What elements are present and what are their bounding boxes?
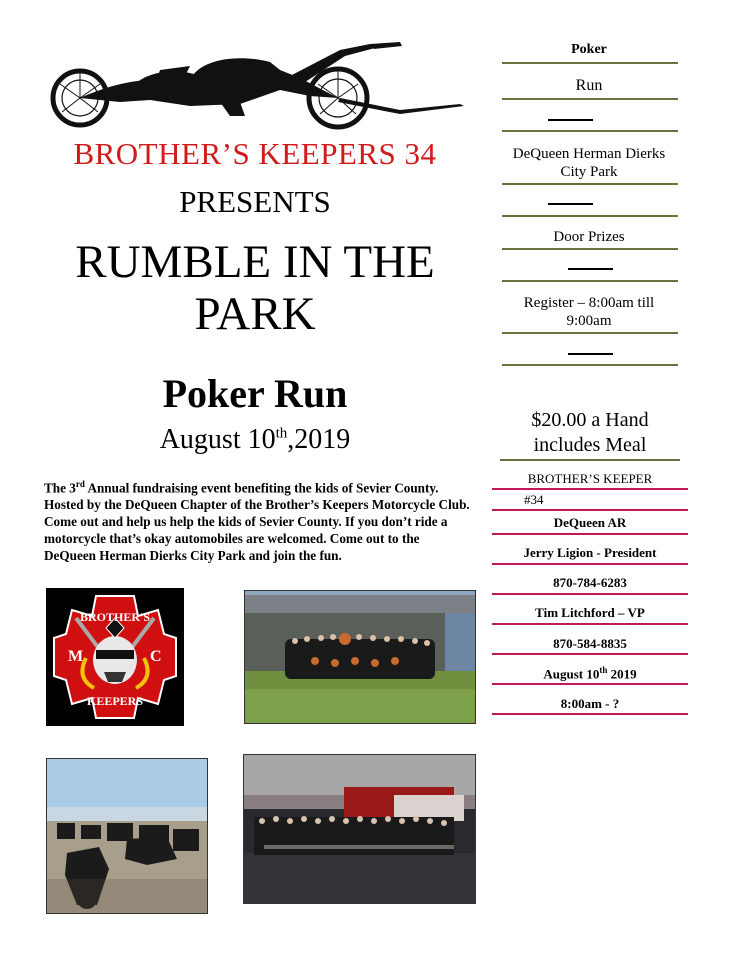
divider	[502, 215, 678, 217]
divider	[500, 459, 680, 461]
motorcycles-photo-icon	[47, 759, 208, 914]
logo-bottom-text: KEEPERS	[86, 694, 143, 708]
contact-date-year: 2019	[607, 666, 637, 682]
sidebar-door-prizes: Door Prizes	[553, 229, 625, 245]
divider	[492, 653, 688, 655]
night-group-photo	[243, 754, 476, 904]
sidebar-poker: Poker	[571, 42, 607, 57]
contact-date	[492, 665, 688, 682]
divider	[502, 364, 678, 366]
divider	[502, 98, 678, 100]
divider	[492, 509, 688, 511]
event-date	[40, 424, 470, 456]
presents-heading: PRESENTS	[179, 184, 331, 219]
divider	[492, 488, 688, 490]
contact-date-day: August 10	[543, 666, 600, 682]
logo-top-text: BROTHER'S	[79, 610, 151, 624]
sidebar-run: Run	[575, 77, 603, 94]
logo-right-letter: C	[150, 648, 162, 665]
contact-vp: Tim Litchford – VP	[535, 605, 645, 620]
divider	[502, 62, 678, 64]
dash	[568, 268, 613, 270]
event-date-year: ,2019	[287, 424, 351, 455]
event-description	[44, 476, 474, 564]
group-pavilion-photo	[244, 590, 476, 724]
event-date-ordinal: th	[275, 425, 288, 442]
contact-date-ordinal: th	[599, 665, 608, 675]
divider	[492, 623, 688, 625]
contact-club-name: BROTHER’S KEEPER	[527, 471, 653, 486]
logo-left-letter: M	[68, 648, 84, 665]
motorcycle-graphic	[40, 40, 470, 130]
description-start: The 3	[44, 480, 76, 496]
dash	[548, 203, 593, 205]
contact-club-number: #34	[524, 492, 544, 507]
divider	[492, 593, 688, 595]
divider	[502, 130, 678, 132]
club-logo-photo	[46, 588, 184, 726]
contact-president: Jerry Ligion - President	[523, 545, 657, 560]
contact-city: DeQueen AR	[553, 515, 627, 530]
night-photo-icon	[244, 755, 476, 904]
pavilion-photo-icon	[245, 591, 476, 724]
divider	[492, 533, 688, 535]
club-title: BROTHER’S KEEPERS 34	[73, 136, 437, 171]
contact-vp-phone: 870-584-8835	[553, 636, 627, 651]
price-info: $20.00 a Hand includes Meal	[531, 409, 649, 456]
divider	[492, 563, 688, 565]
divider	[502, 248, 678, 250]
divider	[502, 280, 678, 282]
divider	[492, 713, 688, 715]
motorcycles-photo	[46, 758, 208, 914]
sidebar-register: Register – 8:00am till 9:00am	[523, 295, 655, 329]
description-body: Annual fundraising event benefiting the kids of Sevier County. Hosted by the DeQueen Chapter of the Brother’s Keepers Motorcycle Club. Come out and help us help the kids of Sevier County. If you don’t ride a motorcycle that’s okay automobiles are welcomed. Come out to the DeQueen Herman Dierks City Park and join the fun.	[44, 480, 470, 563]
event-date-day: August 10	[159, 424, 276, 455]
event-title: RUMBLE IN THE PARK	[75, 236, 435, 340]
dash	[568, 353, 613, 355]
divider	[502, 332, 678, 334]
divider	[492, 683, 688, 685]
event-subtitle: Poker Run	[162, 371, 348, 416]
description-ordinal: rd	[75, 479, 85, 489]
contact-president-phone: 870-784-6283	[553, 575, 627, 590]
contact-time: 8:00am - ?	[560, 696, 620, 711]
sidebar-location: DeQueen Herman Dierks City Park	[512, 146, 666, 180]
divider	[502, 183, 678, 185]
dash	[548, 119, 593, 121]
